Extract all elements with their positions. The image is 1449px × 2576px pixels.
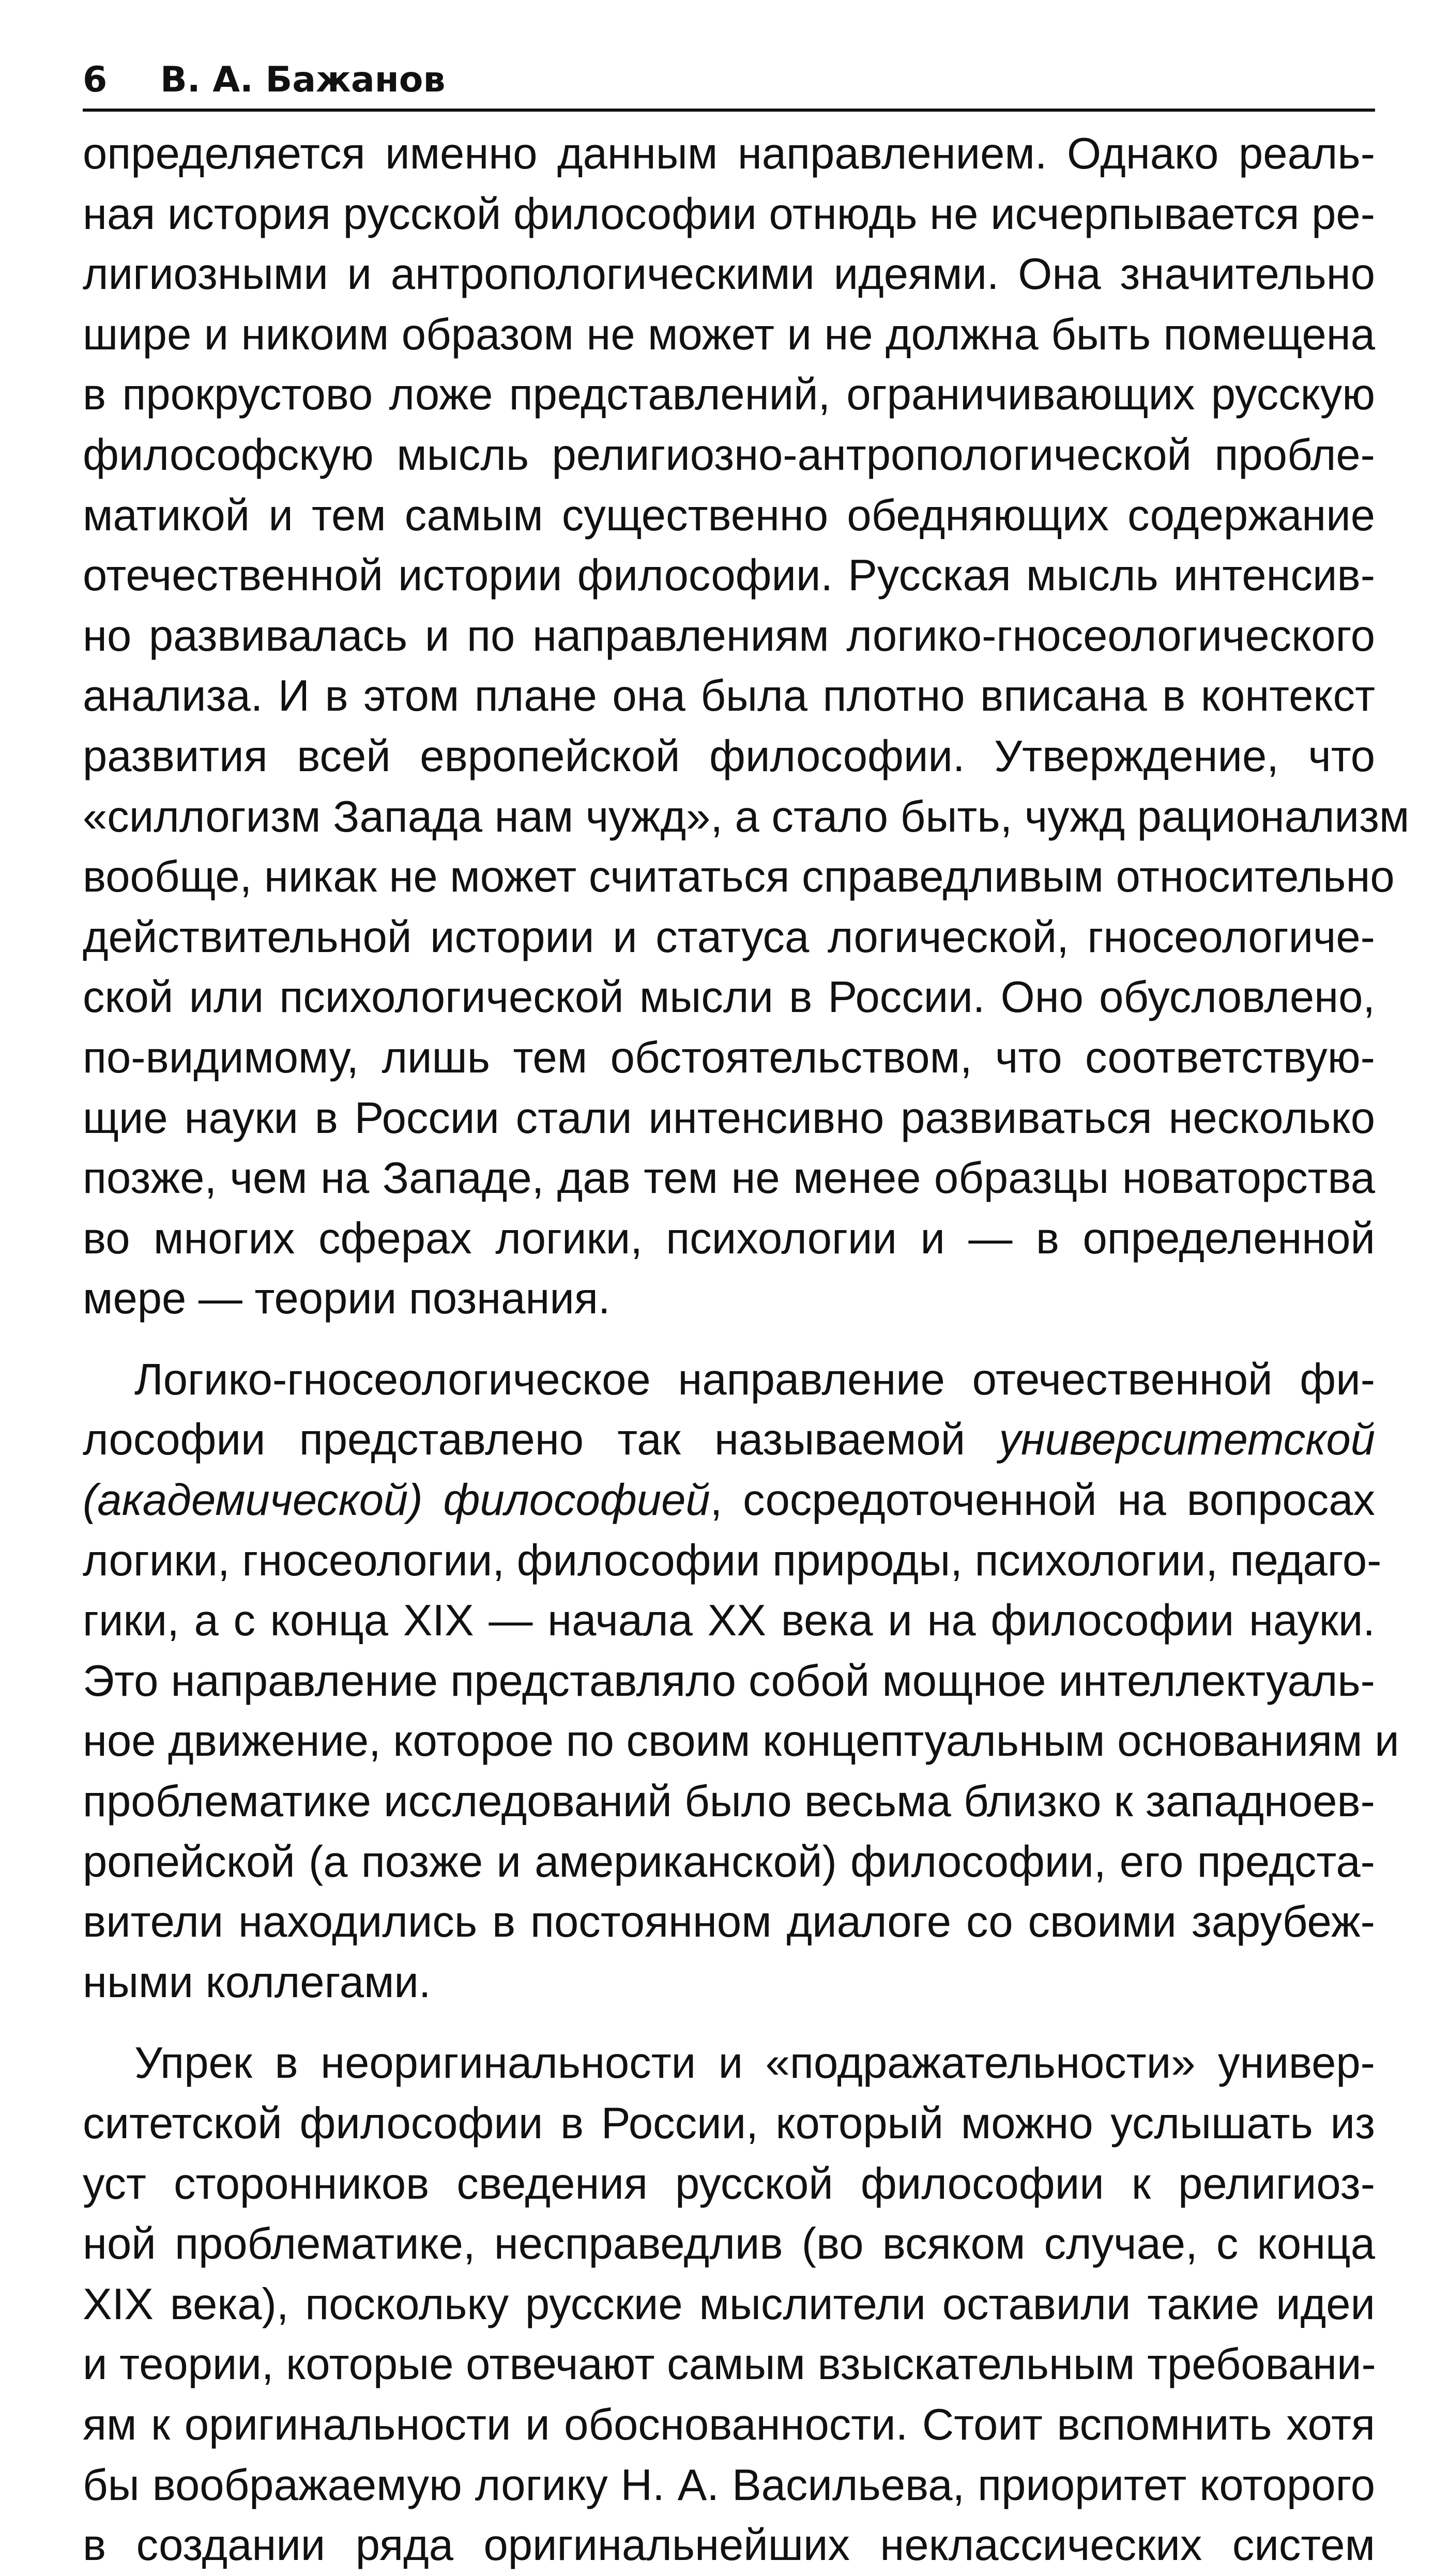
book-page (83, 57, 1410, 2576)
text-line: позже, чем на Западе, дав тем не менее образцы новаторства (83, 1154, 1375, 1203)
text-line: отечественной истории философии. Русская мысль интенсив- (83, 551, 1375, 601)
text-line: лигиозными и антропологическими идеями. Она значительно (83, 250, 1375, 299)
text-line: по-видимому, лишь тем обстоятельством, что соответствую- (83, 1033, 1375, 1082)
text-line: но развивалась и по направлениям логико-гносеологического (83, 611, 1375, 661)
text-line: в создании ряда оригинальнейших неклассических систем (83, 2521, 1375, 2570)
text-line: проблематике исследований было весьма близко к западноев- (83, 1777, 1375, 1827)
text-line: развития всей европейской философии. Утверждение, что (83, 731, 1375, 781)
text-line: матикой и тем самым существенно обедняющих содержание (83, 490, 1375, 540)
text-line: ям к оригинальности и обоснованности. Стоит вспомнить хотя (83, 2400, 1375, 2449)
text-line (83, 1470, 1375, 1531)
paragraph-1 (83, 124, 1410, 1329)
text-line: гики, а с конца XIX — начала XX века и на философии науки. (83, 1596, 1375, 1646)
text-line: и теории, которые отвечают самым взыскательным требовани- (83, 2340, 1376, 2389)
text-line: логики, гносеологии, философии природы, психологии, педаго- (83, 1536, 1382, 1585)
text-line: бы воображаемую логику Н. А. Васильева, приоритет которого (83, 2460, 1375, 2510)
text-line: шире и никоим образом не может и не должна быть помещена (83, 310, 1375, 359)
text-line: ной проблематике, несправедлив (во всяком случае, с конца (83, 2219, 1375, 2269)
text-line: XIX века), поскольку русские мыслители оставили такие идеи (83, 2279, 1375, 2329)
running-header (83, 57, 1375, 112)
paragraph-2 (83, 1350, 1399, 2013)
text-line: философскую мысль религиозно-антропологической пробле- (83, 430, 1375, 480)
italic-term: университетской (999, 1415, 1375, 1465)
text-line: определяется именно данным направлением. Однако реаль- (83, 129, 1375, 178)
text-line: действительной истории и статуса логической, гносеологиче- (83, 912, 1375, 962)
italic-term: (академической) философией (83, 1476, 710, 1525)
text-line: ской или психологической мысли в России. Оно обусловлено, (83, 973, 1375, 1022)
body-text (83, 124, 1410, 2576)
text-line: ными коллегами. (83, 1957, 431, 2007)
page-number: 6 (83, 59, 108, 100)
text-line: вообще, никак не может считаться справедливым относительно (83, 852, 1395, 902)
text-line: щие науки в России стали интенсивно развиваться несколько (83, 1093, 1375, 1143)
text-line: ная история русской философии отнюдь не исчерпывается ре- (83, 189, 1375, 239)
text-line: анализа. И в этом плане она была плотно вписана в контекст (83, 671, 1375, 721)
paragraph-3 (83, 2033, 1375, 2575)
text-fragment: лософии представлено так называемой (83, 1415, 999, 1465)
text-line: во многих сферах логики, психологии и — в определенной (83, 1214, 1375, 1263)
text-line: Упрек в неоригинальности и «подражательности» универ- (134, 2038, 1375, 2088)
text-line: ное движение, которое по своим концептуальным основаниям и (83, 1716, 1399, 1766)
text-line: ропейской (а позже и американской) философии, его предста- (83, 1837, 1375, 1887)
text-line: Это направление представляло собой мощное интеллектуаль- (83, 1656, 1375, 1706)
text-line: в прокрустово ложе представлений, ограничивающих русскую (83, 370, 1375, 420)
text-line: ситетской философии в России, который можно услышать из (83, 2099, 1375, 2148)
text-line: мере — теории познания. (83, 1274, 611, 1324)
text-line: уст сторонников сведения русской философии к религиоз- (83, 2159, 1375, 2209)
text-line: вители находились в постоянном диалоге со своими зарубеж- (83, 1897, 1375, 1947)
text-line (83, 1410, 1375, 1470)
text-line: «силлогизм Запада нам чужд», а стало быть, чужд рационализм (83, 792, 1410, 841)
text-line: Логико-гносеологическое направление отечественной фи- (134, 1355, 1375, 1404)
running-author: В. А. Бажанов (160, 59, 446, 100)
text-fragment: , сосредоточенной на вопросах (710, 1476, 1375, 1525)
